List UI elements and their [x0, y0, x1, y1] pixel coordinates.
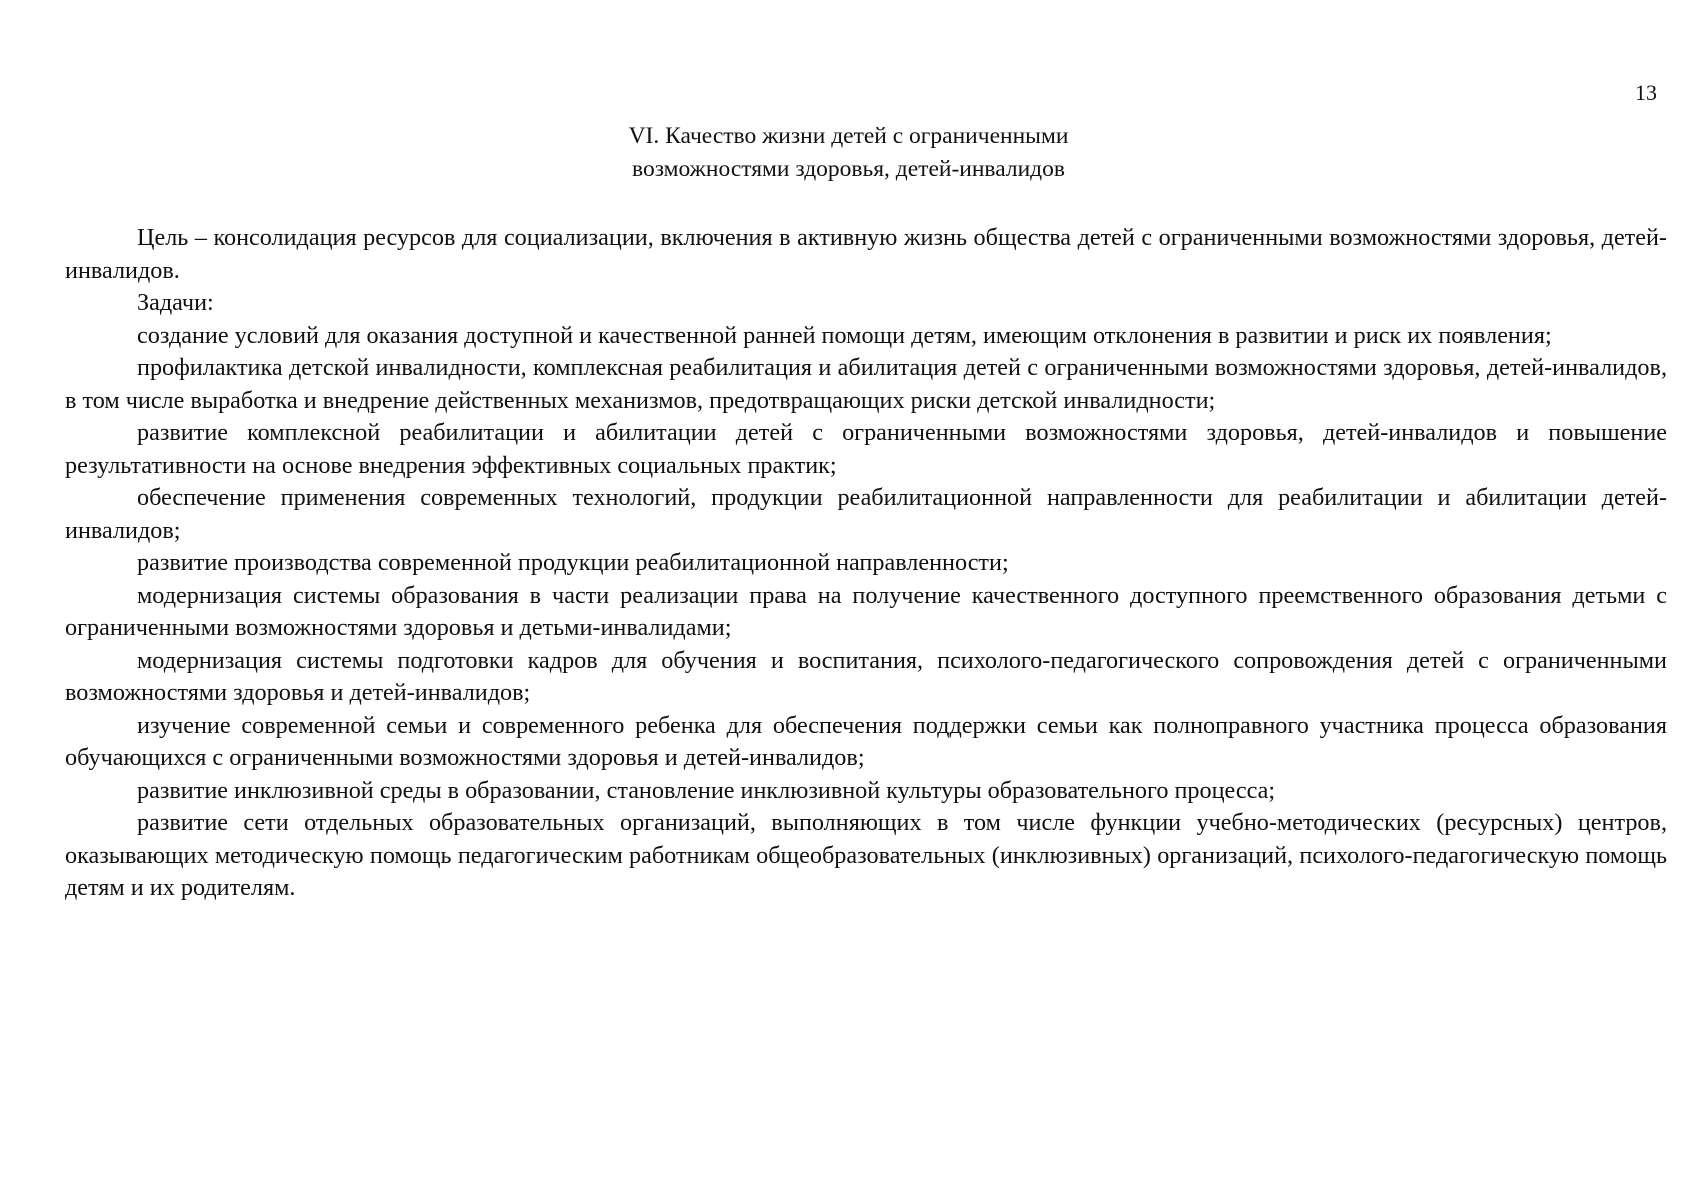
page-number: 13 [1635, 80, 1657, 105]
paragraph-task: обеспечение применения современных технологий, продукции реабилитационной направленности для реабилитации и абилитации детей-инвалидов; [65, 484, 1667, 544]
section-title-line-2: возможностями здоровья, детей-инвалидов [632, 156, 1065, 182]
paragraph-goal: Цель – консолидация ресурсов для социализации, включения в активную жизнь общества детей с ограниченными возможностями здоровья, детей-инвалидов. [65, 224, 1667, 284]
section-title-line-1: VI. Качество жизни детей с ограниченными [628, 123, 1069, 149]
paragraph-task: модернизация системы образования в части реализации права на получение качественного доступного преемственного образования детьми с ограниченными возможностями здоровья и детьми-инвалидами; [65, 581, 1667, 641]
paragraph-task: развитие комплексной реабилитации и абилитации детей с ограниченными возможностями здоровья, детей-инвалидов и повышение результативности на основе внедрения эффективных социальных практик; [65, 419, 1667, 479]
paragraph-task: развитие сети отдельных образовательных организаций, выполняющих в том числе функции учебно-методических (ресурсных) центров, оказывающих методическую помощь педагогическим работникам общеобразовательных (инклюзивных) организаций, психолого-педагогическую помощь детям и их родителям. [65, 809, 1667, 901]
paragraph-task: изучение современной семьи и современного ребенка для обеспечения поддержки семьи как полноправного участника процесса образования обучающихся с ограниченными возможностями здоровья и детей-инвалидов; [65, 711, 1667, 771]
section-title [0, 120, 1697, 186]
paragraph-task: развитие инклюзивной среды в образовании, становление инклюзивной культуры образовательного процесса; [137, 776, 1276, 804]
paragraph-task: развитие производства современной продукции реабилитационной направленности; [137, 549, 1009, 576]
paragraph-task: модернизация системы подготовки кадров для обучения и воспитания, психолого-педагогического сопровождения детей с ограниченными возможностями здоровья и детей-инвалидов; [65, 646, 1667, 706]
paragraph-tasks-heading: Задачи: [137, 289, 214, 316]
paragraph-task: профилактика детской инвалидности, комплексная реабилитация и абилитация детей с ограниченными возможностями здоровья, детей-инвалидов, в том числе выработка и внедрение действенных механизмов, предотвращающих риски детской инвалидности; [65, 354, 1667, 414]
paragraph-task: создание условий для оказания доступной и качественной ранней помощи детям, имеющим отклонения в развитии и риск их появления; [137, 321, 1552, 349]
document-body [65, 222, 1667, 905]
